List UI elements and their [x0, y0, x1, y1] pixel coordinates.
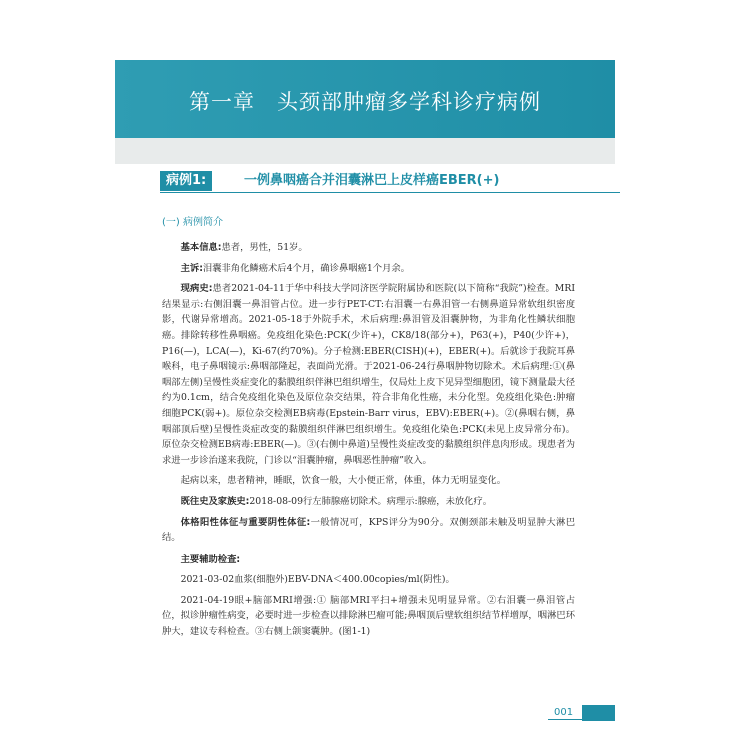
case-header: [160, 170, 620, 192]
label-past-history: 既往史及家族史:: [180, 495, 250, 507]
text-general-condition: 起病以来，患者精神，睡眠，饮食一般，大小便正常，体重，体力无明显变化。: [180, 475, 506, 487]
page-number: 001: [554, 707, 574, 718]
case-title: 一例鼻咽癌合并泪囊淋巴上皮样癌EBER(+): [244, 173, 500, 188]
case-tag: 病例1:: [160, 171, 212, 191]
paragraph-aux-exam-heading: [162, 552, 575, 568]
section-title: (一) 病例简介: [162, 217, 223, 228]
text-present-history: 患者2021-04-11于华中科技大学同济医学院附属协和医院(以下简称“我院”)检查。MRI结果显示:右侧泪囊一鼻泪管占位。进一步行PET-CT:右泪囊一右鼻泪管一右侧鼻道异常软组织密度影，代谢异常增高。2021-05-18于外院手术，术后病理:鼻泪管及泪囊肿物，为非角化性鳞状细胞癌。排除转移性鼻咽癌。免疫组化染色:PCK(少许+)，CK8/18(部分+)，P63(+)，P40(少许+)，P16(—)，LCA(—)，Ki-67(约70%)。分子检测:EBER(CISH)(+)，EBER(+)。后就诊于我院耳鼻喉科，电子鼻咽镜示:鼻咽部隆起，表面尚光滑。于2021-06-24行鼻咽肿物切除术。术后病理:①(鼻咽部左侧)呈慢性炎症变化的黏膜组织伴淋巴组织增生，仅局灶上皮下见异型细胞团，镜下测量最大径约为0.1cm，结合免疫组化染色及原位杂交结果，符合非角化性癌，未分化型。免疫组化染色:肿瘤细胞PCK(弱+)。原位杂交检测EB病毒(Epstein-Barr virus，EBV):EBER(+)。②(鼻咽右侧，鼻咽部顶后壁)呈慢性炎症改变的黏膜组织伴淋巴组织增生。免疫组化染色:PCK(未见上皮异常分布)。原位杂交检测EB病毒:EBER(—)。③(右侧中鼻道)呈慢性炎症改变的黏膜组织伴息肉形成。现患者为求进一步诊治遂来我院，门诊以“泪囊肿瘤，鼻咽恶性肿瘤”收入。: [162, 283, 575, 466]
body-text: [162, 240, 575, 645]
label-present-history: 现病史:: [180, 283, 213, 295]
chapter-band: [115, 60, 615, 138]
paragraph-past-history: [162, 494, 575, 510]
label-aux-exam: 主要辅助检查:: [180, 553, 241, 565]
paragraph-ebv-dna: [162, 572, 575, 588]
paragraph-basic-info: [162, 240, 575, 256]
chapter-band-shadow: [115, 138, 615, 164]
text-physical-exam: 一般情况可，KPS评分为90分。双侧颈部未触及明显肿大淋巴结。: [162, 516, 576, 544]
paragraph-mri: [162, 593, 575, 640]
label-physical-exam: 体格阳性体征与重要阴性体征:: [180, 516, 311, 528]
paragraph-general-condition: [162, 473, 575, 489]
text-ebv-dna: 2021-03-02血浆(细胞外)EBV-DNA＜400.00copies/ml(阴性)。: [180, 574, 455, 586]
text-chief-complaint: 泪囊非角化鳞癌术后4个月，确诊鼻咽癌1个月余。: [202, 262, 410, 274]
footer-tab: [582, 705, 615, 721]
case-underline: [160, 192, 620, 193]
text-mri: 2021-04-19眼+脑部MRI增强:① 脑部MRI平扫+增强未见明显异常。②右泪囊一鼻泪管占位，拟诊肿瘤性病变，必要时进一步检查以排除淋巴瘤可能;鼻咽顶后壁软组织结节样增厚，咽淋巴环肿大，建议专科检查。③右侧上颌窦囊肿。(图1-1): [162, 594, 575, 638]
label-basic-info: 基本信息:: [180, 242, 222, 253]
paragraph-physical-exam: [162, 515, 575, 546]
text-basic-info: 患者，男性，51岁。: [221, 242, 308, 253]
text-past-history: 2018-08-09行左肺腺癌切除术。病理示:腺癌，未放化疗。: [249, 495, 493, 507]
label-chief-complaint: 主诉:: [180, 262, 203, 274]
paragraph-present-history: [162, 281, 575, 468]
paragraph-chief-complaint: [162, 261, 575, 277]
chapter-title: 第一章 头颈部肿瘤多学科诊疗病例: [189, 90, 541, 114]
